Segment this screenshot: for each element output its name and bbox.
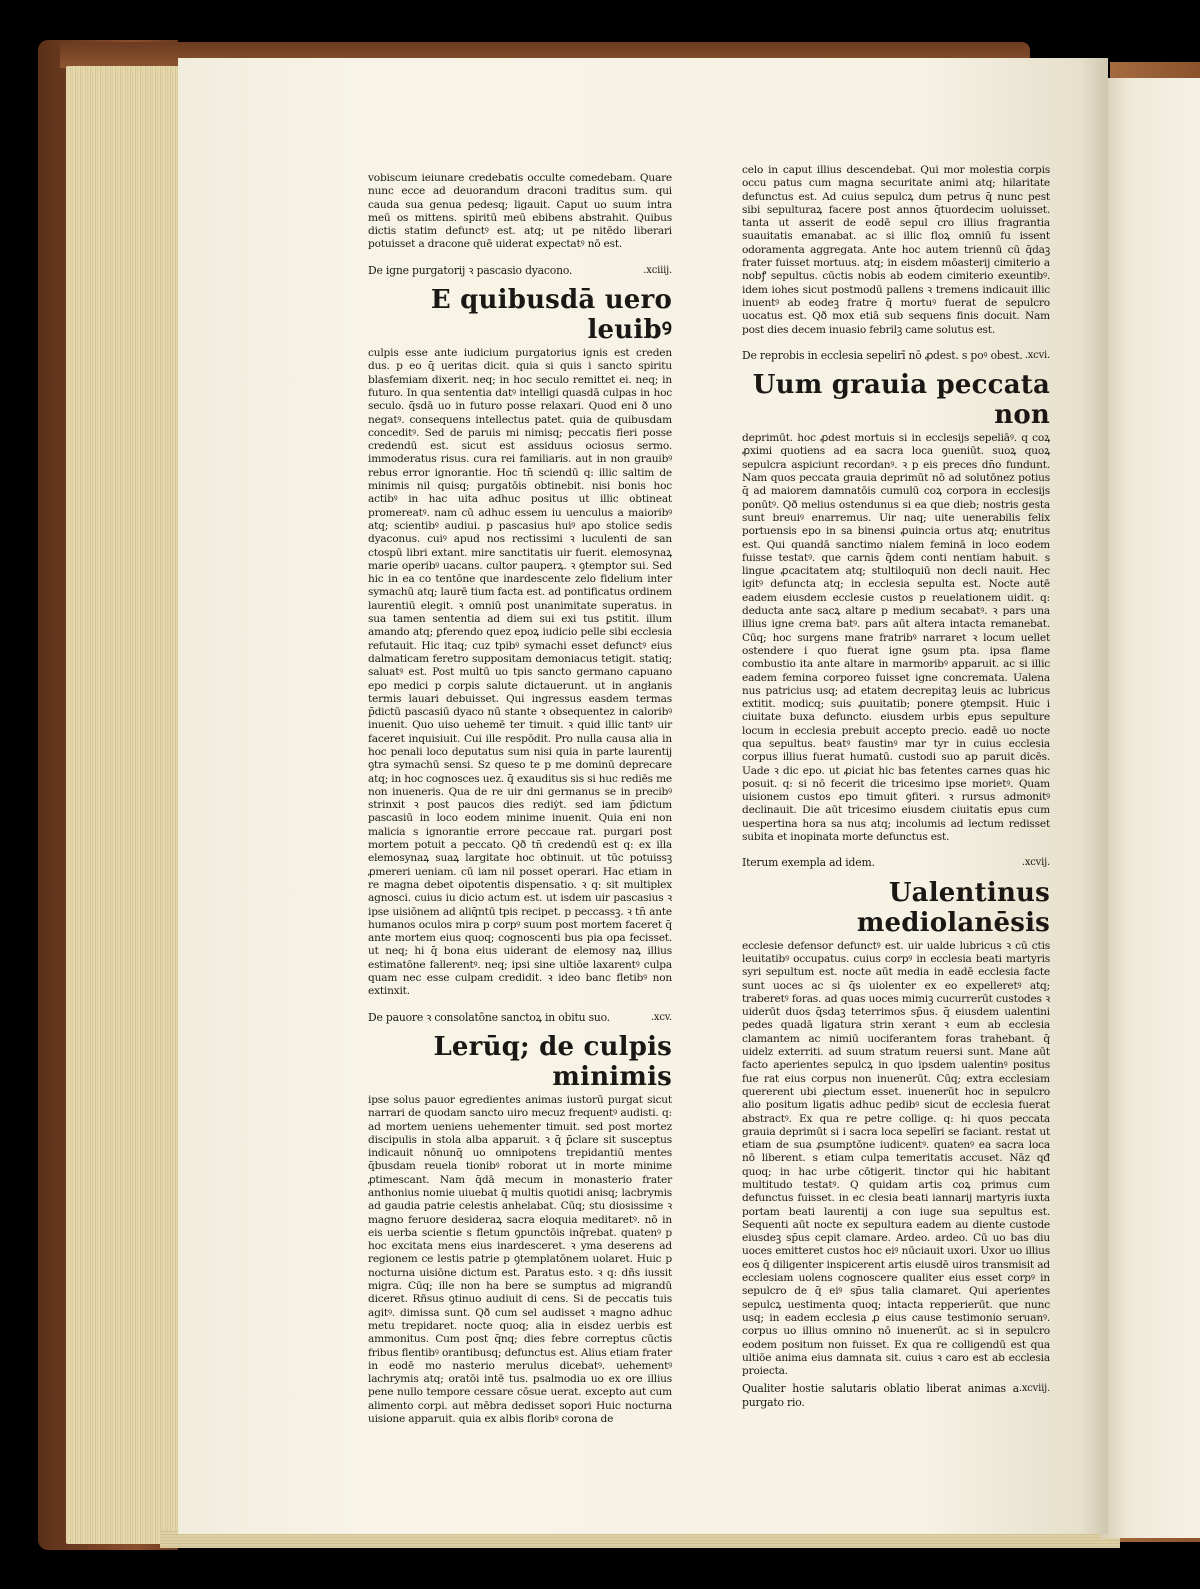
chapter-heading-xcvij <box>742 856 1050 869</box>
chapter-number: .xcvij. <box>1021 857 1050 869</box>
chapter-display-title: Uum grauia peccata non <box>752 370 1050 431</box>
chapter-display-title: Ualentinus mediolanēsis <box>856 877 1050 938</box>
chapter-display-title: Lerūq; de culpis minimis <box>433 1031 672 1092</box>
chapter-heading-text: Iterum exempla ad idem. <box>742 856 875 870</box>
chapter-heading-text: De pauore ꝛ consolatōne sanctoꝝ in obitu suo. <box>368 1010 611 1024</box>
left-top-paragraph: vobiscum ieiunare credebatis occulte comedebam. Quare nunc ecce ad deuorandum draconi traditus sum. qui cauda sua genua pedesq; ligauit. Caput uo suum intra meū os mittens. spiritū meū ebibens abstrahit. Quibus dictis statim defunctꝰ est. atq; ut pe nitēdo liberari potuisset a dracone quē uiderat expectatꝰ nō est. <box>368 172 672 251</box>
page-edges <box>66 66 178 1544</box>
chapter-number: .xciiij. <box>643 264 672 276</box>
right-text-column <box>742 164 1050 1415</box>
chapter-heading-text: De igne purgatorij ꝛ pascasio dyacono. <box>368 263 573 277</box>
right-top-paragraph: celo in caput illius descendebat. Qui mor molestia corpis occu patus cum magna securitate animi atq; hilaritate defunctus est. Ad cuius sepulcꝝ dum petrus q̄ nunc pest sibi sepulturaꝝ facere post annos q̄tuordecim uoluisset. tanta ut asserit de eodē sepul cro illius fragrantia suauitatis emanabat. ac si illic floꝝ omniū fu issent odoramenta aggregata. Ante hoc autem triennū cū q̄daꝫ frater fuisset mortuus. atq; in eisdem mōasterij cimiterio a nobꝭ sepultus. cūctis nobis ab eodem cimiterio exeuntibꝰ. idem iohes sicut postmodū pallens ꝛ tremens indicauit illic inuentꝰ ab eodeꝫ fratre q̄ mortuꝰ fuerat de sepulcro uocatus est. Qð mox etiā sub sequens finis docuit. Nam post dies decem inuasio febrilꝫ came solutus est. <box>742 164 1050 336</box>
chapter-heading-text: De reprobis in ecclesia sepelirī nō ꝓdest. s poꝰ obest. <box>742 348 1023 362</box>
chapter-number: .xcviij. <box>1018 1383 1050 1395</box>
chapter-body-text: ipse solus pauor egredientes animas iustorū purgat sicut narrari de quodam sancto uiro mecuz frequentꝰ audisti. q: ad mortem ueniens uehementer timuit. sed post mortez discipulis in stola alba apparuit. ꝛ q̄ p̄clare sit susceptus indicauit nōnunq̄ uo omnipotens trepidantiū mentes q̄busdam reuela tionibꝰ roborat ut in morte minime ꝓtimescant. Nam q̄dā mecum in monasterio frater anthonius nomie uiuebat q̄ multis quotidi anisq; lacbrymis ad gaudia patrie celestis anhelabat. Cūq; stu diosissime ꝛ magno feruore desideraꝝ sacra eloquia meditaretꝰ. nō in eis uerba scientie s fletum ꝯpunctōis inq̄rebat. quatenꝰ p hoc excitata mens eius inardesceret. ꝛ yma deserens ad regionem ce lestis patrie p ꝯtemplatōnem uolaret. Huic p nocturna uisiōne dictum est. Paratus esto. ꝛ q: dñs iussit migra. Cūq; ille non ha bere se sumptus ad migrandū diceret. Rñsus ꝯtinuo audiuit di cens. Si de peccatis tuis agitꝰ. dimissa sunt. Qð cum sel audisset ꝛ magno adhuc metu trepidaret. nocte quoq; alia in eisdez uerbis est ammonitus. Cum post q̄nq; dies febre correptus cūctis fribus flentibꝰ orantibusq; defunctus est. Alius etiam frater in eodē mo nasterio merulus dicebatꝰ. uehementꝰ lachrymis atq; oratōi intē tus. psalmodia uo ex ore illius pene nullo tempore cessare cōsue uerat. excepto aut cum alimento corpi. aut mēbra dedisset sopori Huic nocturna uisione apparuit. quia ex albis floribꝰ corona de <box>368 1093 672 1426</box>
facing-page-edge <box>1100 78 1200 1538</box>
left-text-column <box>368 172 672 1426</box>
chapter-heading-xcviij <box>742 1382 1050 1409</box>
chapter-number: .xcv. <box>650 1011 672 1023</box>
chapter-heading-xcv <box>368 1011 672 1024</box>
chapter-display-title: E quibusdā uero leuibꝰ <box>430 285 672 346</box>
chapter-number: .xcvi. <box>1024 349 1050 361</box>
chapter-body-text: ecclesie defensor defunctꝰ est. uir ualde lubricus ꝛ cū ctis leuitatibꝰ occupatus. cuius corpꝰ in ecclesia beati martyris syri sepultum est. nocte aūt media in eadē ecclesia facte sunt uoces ac si q̄s uiolenter ex eo expelleretꝰ atq; traberetꝰ foras. ad quas uoces mimiꝫ cucurrerūt custodes ꝛ uiderūt duos q̄sdaꝫ teterrimos sp̄us. q̄ eiusdem ualentini pedes quadā ligatura strin xerant ꝛ eum ab ecclesia clamantem ac nimiū uociferantem foras trahebant. q̄ uidelz exterriti. ad suum stratum reuersi sunt. Mane aūt facto aperientes sepulcꝝ in quo ipsdem ualentinꝰ positus fue rat eius corpus non inuenerūt. Cūq; extra ecclesiam quererent ubi ꝓiectum esset. inuenerūt hoc in sepulcro alio positum ligatis adhuc pedibꝰ sicut de ecclesia fuerat abstractꝰ. Ex qua re petre collige. q: hi quos peccata grauia deprimūt si i sacra loca sepelīri se faciant. restat ut etiam de sua ꝓsumptōne iudicentꝰ. quatenꝰ ea sacra loca nō liberent. s etiam culpa temeritatis accuset. Nāz qđ quoq; in hac urbe cōtigerit. tinctor qui hic habitant multitudo testatꝰ. Q quidam artis coꝝ primus cum defunctus fuisset. in ec clesia beati iannarij martyris iuxta portam beati laurentij a con iuge sua sepultus est. Sequenti aūt nocte ex sepultura eadem au diente custode eiusdeꝫ sp̄us cepit clamare. Ardeo. ardeo. Cū uo bas diu uoces emitteret custos hoc eiꝰ nūciauit uxori. Uxor uo illius eos q̄ diligenter inspicerent artis eiusdē uiros transmisit ad ecclesiam uolens cognoscere qualiter eius esset corpꝰ in sepulcro de q̄ eiꝰ sp̄us talia clamaret. Qui aperientes sepulcꝝ uestimenta quoq; intacta repperierūt. que nunc usq; in eadem ecclesia ꝓ eius cause testimonio seruanꝰ. corpus uo illius omnino nō inuenerūt. ac si in sepulcro eodem positum non fuisset. Ex qua re colligendū est qua ultiōe anima eius damnata sit. cuius ꝛ caro est ab ecclesia proiecta. <box>742 939 1050 1378</box>
chapter-heading-xciiij <box>368 264 672 277</box>
chapter-body-text: deprimūt. hoc ꝓdest mortuis si in ecclesijs sepeliāꝰ. q coꝝ ꝓximi quotiens ad ea sacra loca ꝯueniūt. suoꝝ quoꝝ sepulcra aspiciunt recordanꝰ. ꝛ p eis preces dn̄o fundunt. Nam quos peccata grauia deprimūt nō ad solutōnez potius q̄ ad maiorem damnatōis cumulū coꝝ corpora in ecclesijs ponūtꝰ. Qð melius ostendunus si ea que dieb; nostris gesta sunt breuiꝰ enarremus. Uir naq; uite uenerabilis felix portuensis epo in sa binensi ꝓuincia ortus atq; enutritus est. Qui quandā sanctimo nialem feminā in loco eodem fuisse testatꝰ. que carnis q̄dem conti nentiam habuit. s lingue ꝓcacitatem atq; stultiloquiū non decli nauit. Hec igitꝰ defuncta atq; in ecclesia sepulta est. Nocte autē eadem eiusdem ecclesie custos p reuelationem uidit. q: deducta ante sacꝝ altare p medium secabatꝰ. ꝛ pars una illius igne crema batꝰ. pars aūt altera intacta remanebat. Cūq; hoc surgens mane fratribꝰ narraret ꝛ locum uellet ostendere i quo fuerat igne ꝯsum pta. ipsa flame combustio ita ante altare in marmoribꝰ apparuit. ac si illic eadem femina corporeo fuisset igne concremata. Ualena nus patricius usq; ad etatem decrepitaꝫ leuis ac lubricus extitit. modicq; suis ꝓuuitatib; ponere ꝯtempsit. Huic i ciuitate buxa defuncto. eiusdem urbis epus sepulture locum in ecclesia prebuit accepto precio. eadē uo nocte qua sepultus. beatꝰ faustinꝰ mar tyr in cuius ecclesia corpus illius fuerat humatū. custodi suo ap paruit dicēs. Uade ꝛ dic epo. ut ꝓiciat hic bas fetentes carnes quas hic posuit. q: si nō fecerit die tricesimo ipse morietꝰ. Quam uisionem custos epo timuit ꝯfiteri. ꝛ rursus admonitꝰ declinauit. Die aūt tricesimo eiusdem ciuitatis epus cum uespertina hora sa nus atq; incolumis ad lectum redisset subita et inopinata morte defunctus est. <box>742 432 1050 844</box>
chapter-heading-xcvi <box>742 349 1050 362</box>
chapter-heading-text: Qualiter hostie salutaris oblatio liberat animas a purgato rio. <box>742 1382 1019 1409</box>
chapter-body-text: culpis esse ante iudicium purgatorius ignis est creden dus. p eo q̄ ueritas dicit. quia si quis i sancto spiritu blasfemiam dixerit. neq; in hoc seculo remittet ei. neq; in futuro. In qua sententia datꝰ intelligi quasdā culpas in hoc seculo. q̄sdā uo in futuro posse relaxari. Quod eni ð uno negatꝰ. consequens intellectus patet. quia de quibusdam conceditꝰ. Sed de paruis mi nimisq; peccatis fieri posse credendū est. sicut est assiduus ociosus sermo. immoderatus risus. cura rei familiaris. aut in non grauibꝰ rebus error ignorantie. Hoc tn̄ sciendū q: illic saltim de minimis nil quisq; purgatōis obtinebit. nisi bonis hoc actibꝰ in hac uita adhuc positus ut illic obtineat promereatꝰ. nam cū adhuc essem iu uenculus a maioribꝰ atq; scientibꝰ audiui. p pascasius huiꝰ apo stolice sedis dyaconus. cuiꝰ apud nos rectissimi ꝛ luculenti de san ctospū libri extant. mire sanctitatis uir fuerit. elemosynaꝝ marie operibꝰ uacans. cultor pauperꝝ. ꝛ ꝯtemptor sui. Sed hic in ea co tentōne que inardescente zelo fidelium inter symachū atq; laurē tium facta est. ad pontificatus ordinem laurentiū elegit. ꝛ omniū post unanimitate superatus. in sua tamen sententia ad diem sui exi tus ꝑstitit. illum amando atq; ꝑferendo quez epoꝝ iudicio pelle sibi ecclesia refutauit. Hic itaq; cuz tpibꝰ symachi esset defunctꝰ eius dalmaticam feretro suppositam demoniacus tetigit. statiq; saluatꝰ est. Post multū uo tpis sancto germano capuano epo medici p corpis salute dictauerunt. ut in angłanis termis lauari debuisset. Qui ingressus easdem termas p̄dictū pascasiū dyaco nū stante ꝛ obsequentez in caloribꝰ inuenit. Quo uiso uehemē ter timuit. ꝛ quid illic tantꝰ uir faceret inquisiuit. Cui ille respōdit. Pro nulla causa alia in hoc penali loco deputatus sum nisi quia in parte laurentij ꝯtra symachū sensi. Sz queso te p me dominū deprecare atq; in hoc cognosces uez. q̄ exauditus sis si huc rediēs me non inueneris. Qua de re uir dni germanus se in precibꝰ strinxit ꝛ post paucos dies rediẏt. sed iam p̄dictum pascasiū in loco eodem minime inuenit. Quia eni non malicia s ignorantie errore peccaue rat. purgari post mortem potuit a peccato. Qð tn̄ credendū est q: ex illa elemosynaꝝ suaꝝ largitate hoc obtinuit. ut tūc potuissꝫ ꝓmereri ueniam. cū iam nil posset operari. Hac etiam in re magna debet oipotentis dispensatio. ꝛ q: sit multiplex agnosci. cuius iu dicio actum est. ut isdem uir pascasius ꝛ ipse uisiōnem ad aliq̄ntū tpis recipet. p peccassꝫ. ꝛ tn̄ ante humanos oculos mira p corpꝰ suum post mortem faceret q̄ ante mortem eius quoq; cognoscenti bus pia opa fecisset. ut neq; hi q̄ bona eius uiderant de elemosy naꝝ illius estimatōne fallerentꝰ. neq; ipsi sine ultiōe laxarentꝰ culpa quam nec esse culpam credidit. ꝛ ideo banc fletibꝰ non extinxit. <box>368 347 672 998</box>
